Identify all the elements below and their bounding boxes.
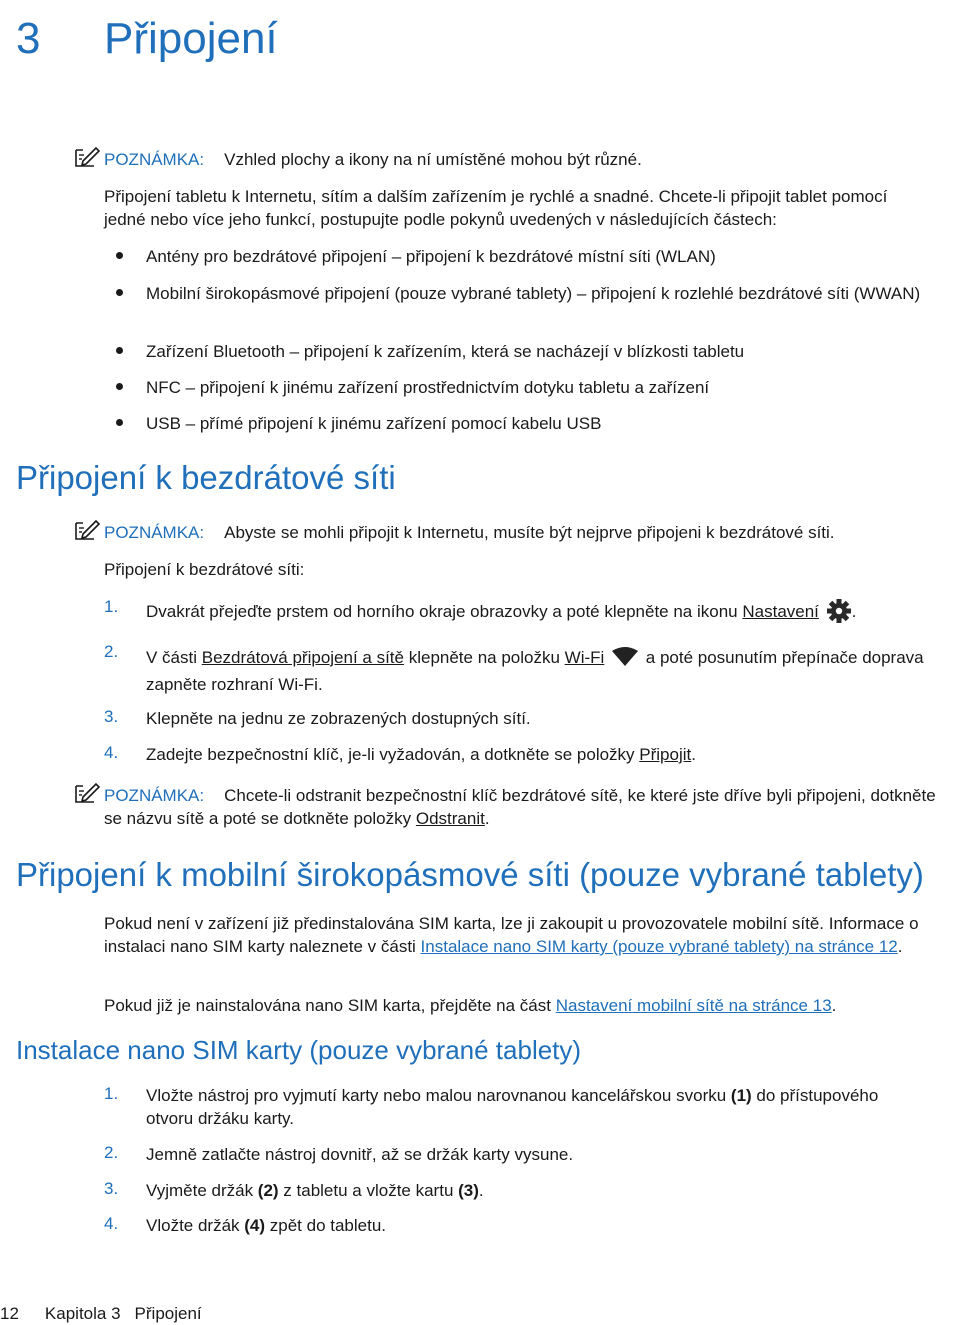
step-text: klepněte na položku: [403, 648, 565, 667]
step-text: Vložte držák: [146, 1216, 245, 1235]
step-item: [146, 1214, 386, 1237]
step-number: 2.: [104, 642, 119, 661]
step-number: 1.: [104, 597, 119, 616]
callout-number: (4): [244, 1216, 266, 1235]
step-item: [146, 644, 936, 698]
section-heading-wireless: Připojení k bezdrátové síti: [16, 459, 396, 496]
note-pencil-icon: [74, 780, 100, 804]
bullet-dot: [116, 252, 123, 259]
mobile-paragraph-2: [104, 994, 836, 1017]
step-item: [146, 1179, 484, 1202]
note-pencil-icon: [74, 144, 100, 168]
connect-label: Připojit: [639, 745, 692, 764]
chapter-title-text: Připojení: [104, 14, 278, 63]
note-pencil-icon: [74, 517, 100, 541]
callout-number: (3): [458, 1181, 479, 1200]
paragraph-text: Pokud není v zařízení již předinstalována SIM karta, lze ji zakoupit u provozovatele mobilní sítě. Informace o instalaci nano SIM karty naleznete v části: [104, 914, 919, 956]
note-text: Chcete-li odstranit bezpečnostní klíč bezdrátové sítě, ke které jste dříve byli připojeni, dotkněte se názvu sítě a poté se dotkněte položky: [104, 786, 936, 828]
step-item: Jemně zatlačte nástroj dovnitř, až se držák karty vysune.: [146, 1145, 574, 1164]
step-item: Klepněte na jednu ze zobrazených dostupných sítí.: [146, 709, 531, 728]
bullet-item: Antény pro bezdrátové připojení – připojení k bezdrátové místní síti (WLAN): [146, 247, 716, 266]
callout-number: (2): [257, 1181, 279, 1200]
bullet-dot: [116, 347, 123, 354]
step-item: [146, 743, 696, 766]
step-number: 4.: [104, 1214, 119, 1233]
footer-chapter-label: Kapitola 3: [44, 1304, 121, 1323]
step-text: .: [691, 745, 696, 764]
note-1: [104, 148, 642, 171]
step-number: 2.: [104, 1143, 119, 1162]
note-label: POZNÁMKA:: [104, 523, 205, 542]
step-text: V části: [146, 648, 202, 667]
bullet-dot: [116, 383, 123, 390]
callout-number: (1): [730, 1086, 752, 1105]
paragraph-text: .: [831, 996, 837, 1015]
step-number: 3.: [104, 1179, 119, 1198]
wifi-icon: [611, 647, 639, 667]
mobile-paragraph-1: [104, 912, 924, 958]
step-text: Zadejte bezpečnostní klíč, je-li vyžadován, a dotkněte se položky: [146, 745, 640, 764]
step-item: [146, 1084, 886, 1130]
bullet-item: USB – přímé připojení k jinému zařízení pomocí kabelu USB: [146, 414, 602, 433]
step-text: zpět do tabletu.: [265, 1216, 387, 1235]
footer-chapter-title: Připojení: [134, 1304, 202, 1323]
paragraph-text: Pokud již je nainstalována nano SIM karta, přejděte na část: [104, 996, 556, 1015]
step-text: Vyjměte držák: [146, 1181, 258, 1200]
step-text: a poté posunutím přepínače doprava zapněte rozhraní Wi-Fi.: [146, 648, 924, 694]
intro-paragraph: Připojení tabletu k Internetu, sítím a dalším zařízením je rychlé a snadné. Chcete-li připojit tablet pomocí jedné nebo více jeho funkcí, postupujte podle pokynů uvedených v následujících částech:: [104, 187, 888, 229]
paragraph-text: .: [897, 937, 903, 956]
step-text: z tabletu a vložte kartu: [278, 1181, 459, 1200]
step-text: do přístupového otvoru držáku karty.: [146, 1086, 879, 1128]
step-number: 1.: [104, 1084, 119, 1103]
settings-label: Nastavení: [742, 602, 819, 621]
step-number: 3.: [104, 707, 119, 726]
note-text: .: [484, 809, 490, 828]
note-wireless: [104, 521, 835, 544]
wifi-label: Wi-Fi: [564, 648, 605, 667]
link-mobile-settings[interactable]: Nastavení mobilní sítě na stránce 13: [555, 996, 832, 1015]
bullet-item: NFC – připojení k jinému zařízení prostřednictvím dotyku tabletu a zařízení: [146, 378, 710, 397]
chapter-title: [16, 14, 278, 64]
bullet-item: Zařízení Bluetooth – připojení k zařízením, která se nacházejí v blízkosti tabletu: [146, 342, 745, 361]
note-text: Abyste se mohli připojit k Internetu, musíte být nejprve připojeni k bezdrátové síti.: [224, 523, 835, 542]
page-number: 12: [0, 1304, 19, 1323]
bullet-dot: [116, 289, 123, 296]
step-text: Dvakrát přejeďte prstem od horního okraje obrazovky a poté klepněte na ikonu: [146, 602, 743, 621]
wireless-lead: Připojení k bezdrátové síti:: [104, 560, 305, 579]
step-number: 4.: [104, 743, 119, 762]
link-nano-sim[interactable]: Instalace nano SIM karty (pouze vybrané tablety) na stránce 12: [420, 937, 898, 956]
step-text: Vložte nástroj pro vyjmutí karty nebo malou narovnanou kancelářskou svorku: [146, 1086, 731, 1105]
remove-label: Odstranit: [415, 809, 485, 828]
wireless-networks-label: Bezdrátová připojení a sítě: [201, 648, 404, 667]
page-footer: [0, 1304, 202, 1324]
note-remove-key: [104, 784, 954, 830]
chapter-number: 3: [16, 14, 41, 63]
section-heading-nano-sim: Instalace nano SIM karty (pouze vybrané tablety): [16, 1035, 582, 1065]
step-text: .: [851, 602, 857, 621]
step-item: [146, 598, 856, 624]
note-text: Vzhled plochy a ikony na ní umístěné mohou být různé.: [224, 150, 642, 169]
section-heading-mobile: Připojení k mobilní širokopásmové síti (pouze vybrané tablety): [16, 856, 924, 893]
note-label: POZNÁMKA:: [104, 150, 205, 169]
bullet-item: Mobilní širokopásmové připojení (pouze vybrané tablety) – připojení k rozlehlé bezdrátové síti (WWAN): [146, 284, 921, 303]
step-text: .: [478, 1181, 484, 1200]
gear-icon: [826, 598, 852, 624]
note-label: POZNÁMKA:: [104, 786, 205, 805]
bullet-dot: [116, 419, 123, 426]
